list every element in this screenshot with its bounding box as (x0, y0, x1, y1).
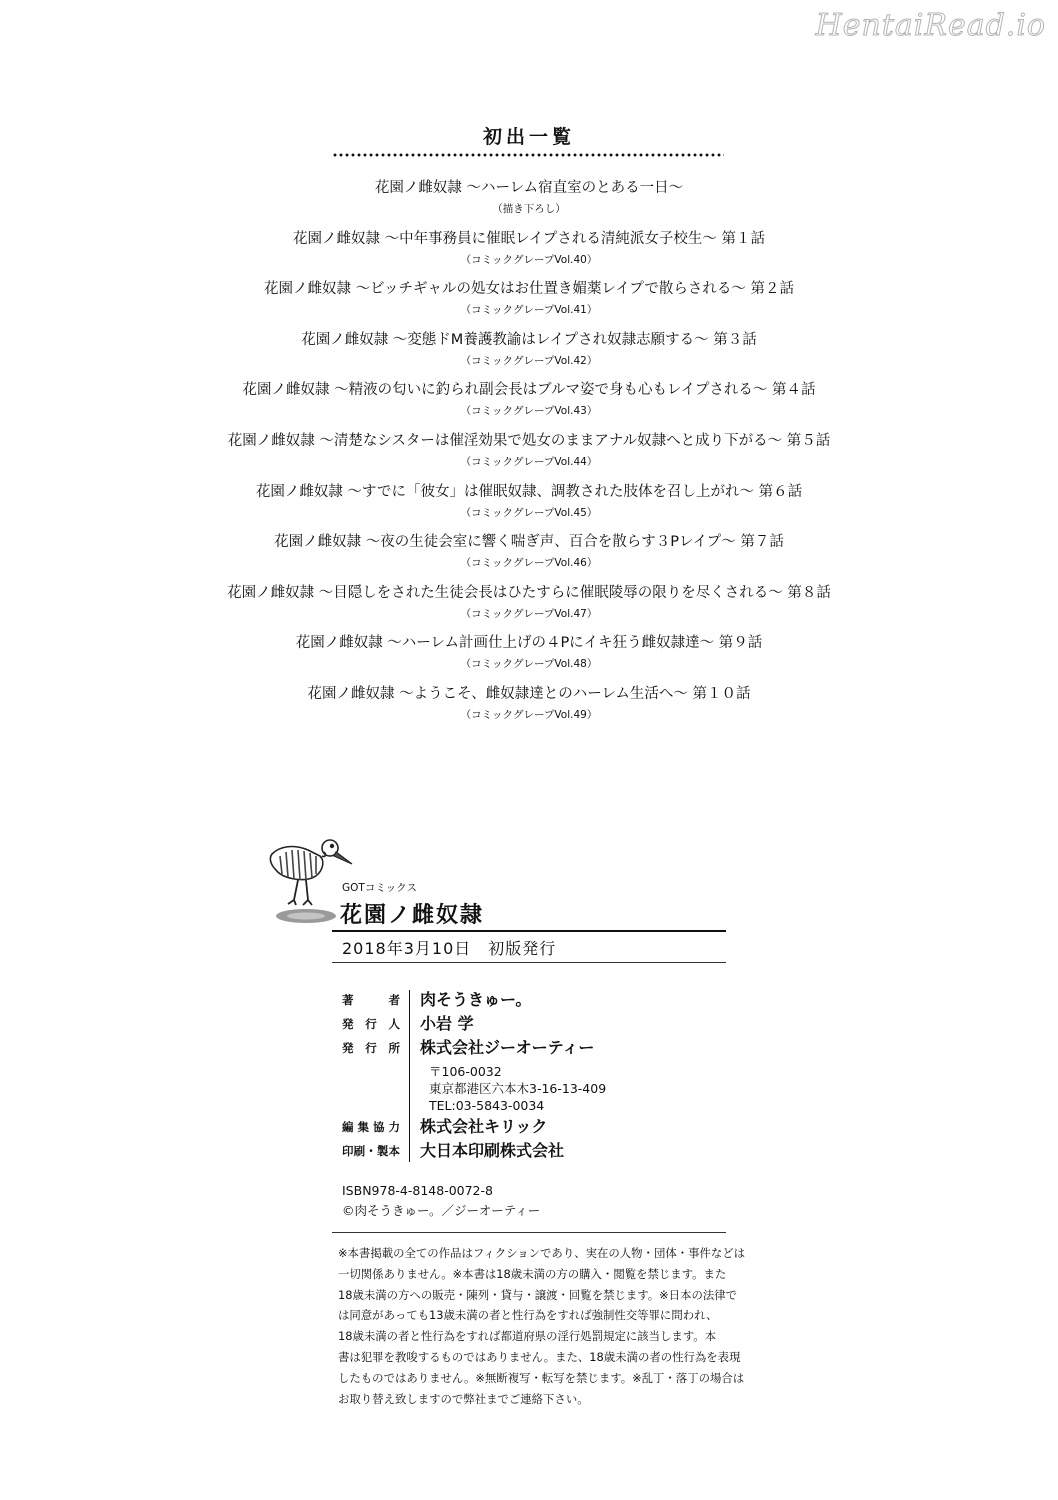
notice-line: お取り替え致しますので弊社までご連絡下さい。 (338, 1391, 589, 1406)
notice-line: したものではありません。※無断複写・転写を禁じます。※乱丁・落丁の場合は (338, 1370, 745, 1385)
phone-number: TEL:03-5843-0034 (429, 1098, 545, 1113)
entry-title: 花園ノ雌奴隷 ～ハーレム計画仕上げの４Pにイキ狂う雌奴隷達～ 第９話 (295, 635, 763, 652)
list-item (0, 176, 1058, 227)
credit-label: 発行人 (342, 1017, 400, 1031)
entry-title: 花園ノ雌奴隷 ～清楚なシスターは催淫効果で処女のままアナル奴隷へと成り下がる～ 第５話 (227, 432, 831, 449)
entry-title: 花園ノ雌奴隷 ～ビッチギャルの処女はお仕置き媚薬レイプで散らされる～ 第２話 (264, 281, 794, 298)
notice-line: 18歳未満の者と性行為をすれば都道府県の淫行処罰規定に該当します。本 (338, 1329, 717, 1344)
entry-title: 花園ノ雌奴隷 ～すでに「彼女」は催眠奴隷、調教された肢体を召し上がれ～ 第６話 (255, 483, 803, 500)
list-item (0, 227, 1058, 278)
first-appearance-list (0, 176, 1058, 733)
book-title: 花園ノ雌奴隷 (340, 903, 485, 928)
entry-source: （コミックグレープVol.48） (460, 658, 598, 671)
entry-source: （描き下ろし） (492, 203, 566, 215)
entry-source: （コミックグレープVol.47） (460, 607, 598, 620)
entry-source: （コミックグレープVol.45） (460, 506, 598, 519)
entry-source: （コミックグレープVol.49） (460, 708, 598, 721)
credit-label: 著者 (342, 993, 400, 1007)
first-appearance-heading: 初出一覧 (482, 126, 575, 148)
credit-value: 株式会社ジーオーティー (420, 1038, 595, 1057)
notice-line: ※本書掲載の全ての作品はフィクションであり、実在の人物・団体・事件などは (338, 1246, 746, 1260)
copyright: ©肉そうきゅー。／ジーオーティー (342, 1203, 541, 1218)
credit-label: 発行所 (342, 1041, 400, 1055)
entry-title: 花園ノ雌奴隷 ～ようこそ、雌奴隷達とのハーレム生活へ～ 第１０話 (307, 685, 751, 702)
postal-code: 〒106-0032 (429, 1064, 502, 1079)
entry-source: （コミックグレープVol.41） (460, 304, 598, 317)
entry-title: 花園ノ雌奴隷 ～ハーレム宿直室のとある一日～ (374, 180, 684, 196)
credit-value: 株式会社キリック (420, 1117, 548, 1136)
notice-line: は同意があっても13歳未満の者と性行為をすれば強制性交等罪に問われ、 (338, 1308, 718, 1323)
publication-date: 2018年3月10日 初版発行 (342, 939, 557, 958)
divider (332, 962, 726, 963)
entry-source: （コミックグレープVol.46） (460, 557, 598, 570)
entry-title: 花園ノ雌奴隷 ～夜の生徒会室に響く喘ぎ声、百合を散らす３Pレイプ～ 第７話 (274, 534, 784, 551)
list-item (0, 682, 1058, 733)
list-item (0, 378, 1058, 429)
isbn: ISBN978-4-8148-0072-8 (342, 1183, 493, 1198)
series-name: GOTコミックス (342, 882, 417, 894)
dotted-divider (332, 153, 724, 157)
watermark: HentaiRead.io (815, 8, 1046, 43)
notice-line: 18歳未満の方への販売・陳列・貸与・譲渡・回覧を禁じます。※日本の法律で (338, 1287, 738, 1302)
divider (332, 1232, 726, 1233)
list-item (0, 530, 1058, 581)
legal-notice (338, 1243, 746, 1409)
entry-title: 花園ノ雌奴隷 ～中年事務員に催眠レイプされる清純派女子校生～ 第１話 (292, 230, 766, 247)
publisher-address (429, 1063, 606, 1114)
entry-title: 花園ノ雌奴隷 ～変態ドM養護教諭はレイプされ奴隷志願する～ 第３話 (301, 331, 757, 348)
credit-value: 小岩 学 (420, 1014, 474, 1033)
notice-line: 一切関係ありません。※本書は18歳未満の方の購入・閲覧を禁じます。また (338, 1266, 727, 1281)
divider (332, 930, 726, 932)
credit-value: 肉そうきゅー。 (420, 990, 532, 1009)
credits-divider (409, 990, 410, 1162)
list-item (0, 277, 1058, 328)
entry-source: （コミックグレープVol.40） (460, 253, 598, 266)
list-item (0, 429, 1058, 480)
entry-title: 花園ノ雌奴隷 ～精液の匂いに釣られ副会長はブルマ姿で身も心もレイプされる～ 第４話 (242, 382, 816, 399)
entry-title: 花園ノ雌奴隷 ～目隠しをされた生徒会長はひたすらに催眠陵辱の限りを尽くされる～ 第８話 (227, 584, 831, 601)
list-item (0, 631, 1058, 682)
credit-label: 編集協力 (342, 1120, 400, 1134)
list-item (0, 328, 1058, 379)
credit-value: 大日本印刷株式会社 (420, 1141, 565, 1160)
street-address: 東京都港区六本木3-16-13-409 (429, 1081, 607, 1096)
list-item (0, 581, 1058, 632)
entry-source: （コミックグレープVol.43） (460, 405, 598, 418)
notice-line: 書は犯罪を教唆するものではありません。また、18歳未満の者の性行為を表現 (338, 1349, 741, 1364)
credit-label: 印刷・製本 (342, 1144, 400, 1158)
list-item (0, 480, 1058, 531)
entry-source: （コミックグレープVol.42） (460, 354, 598, 367)
entry-source: （コミックグレープVol.44） (460, 455, 598, 468)
